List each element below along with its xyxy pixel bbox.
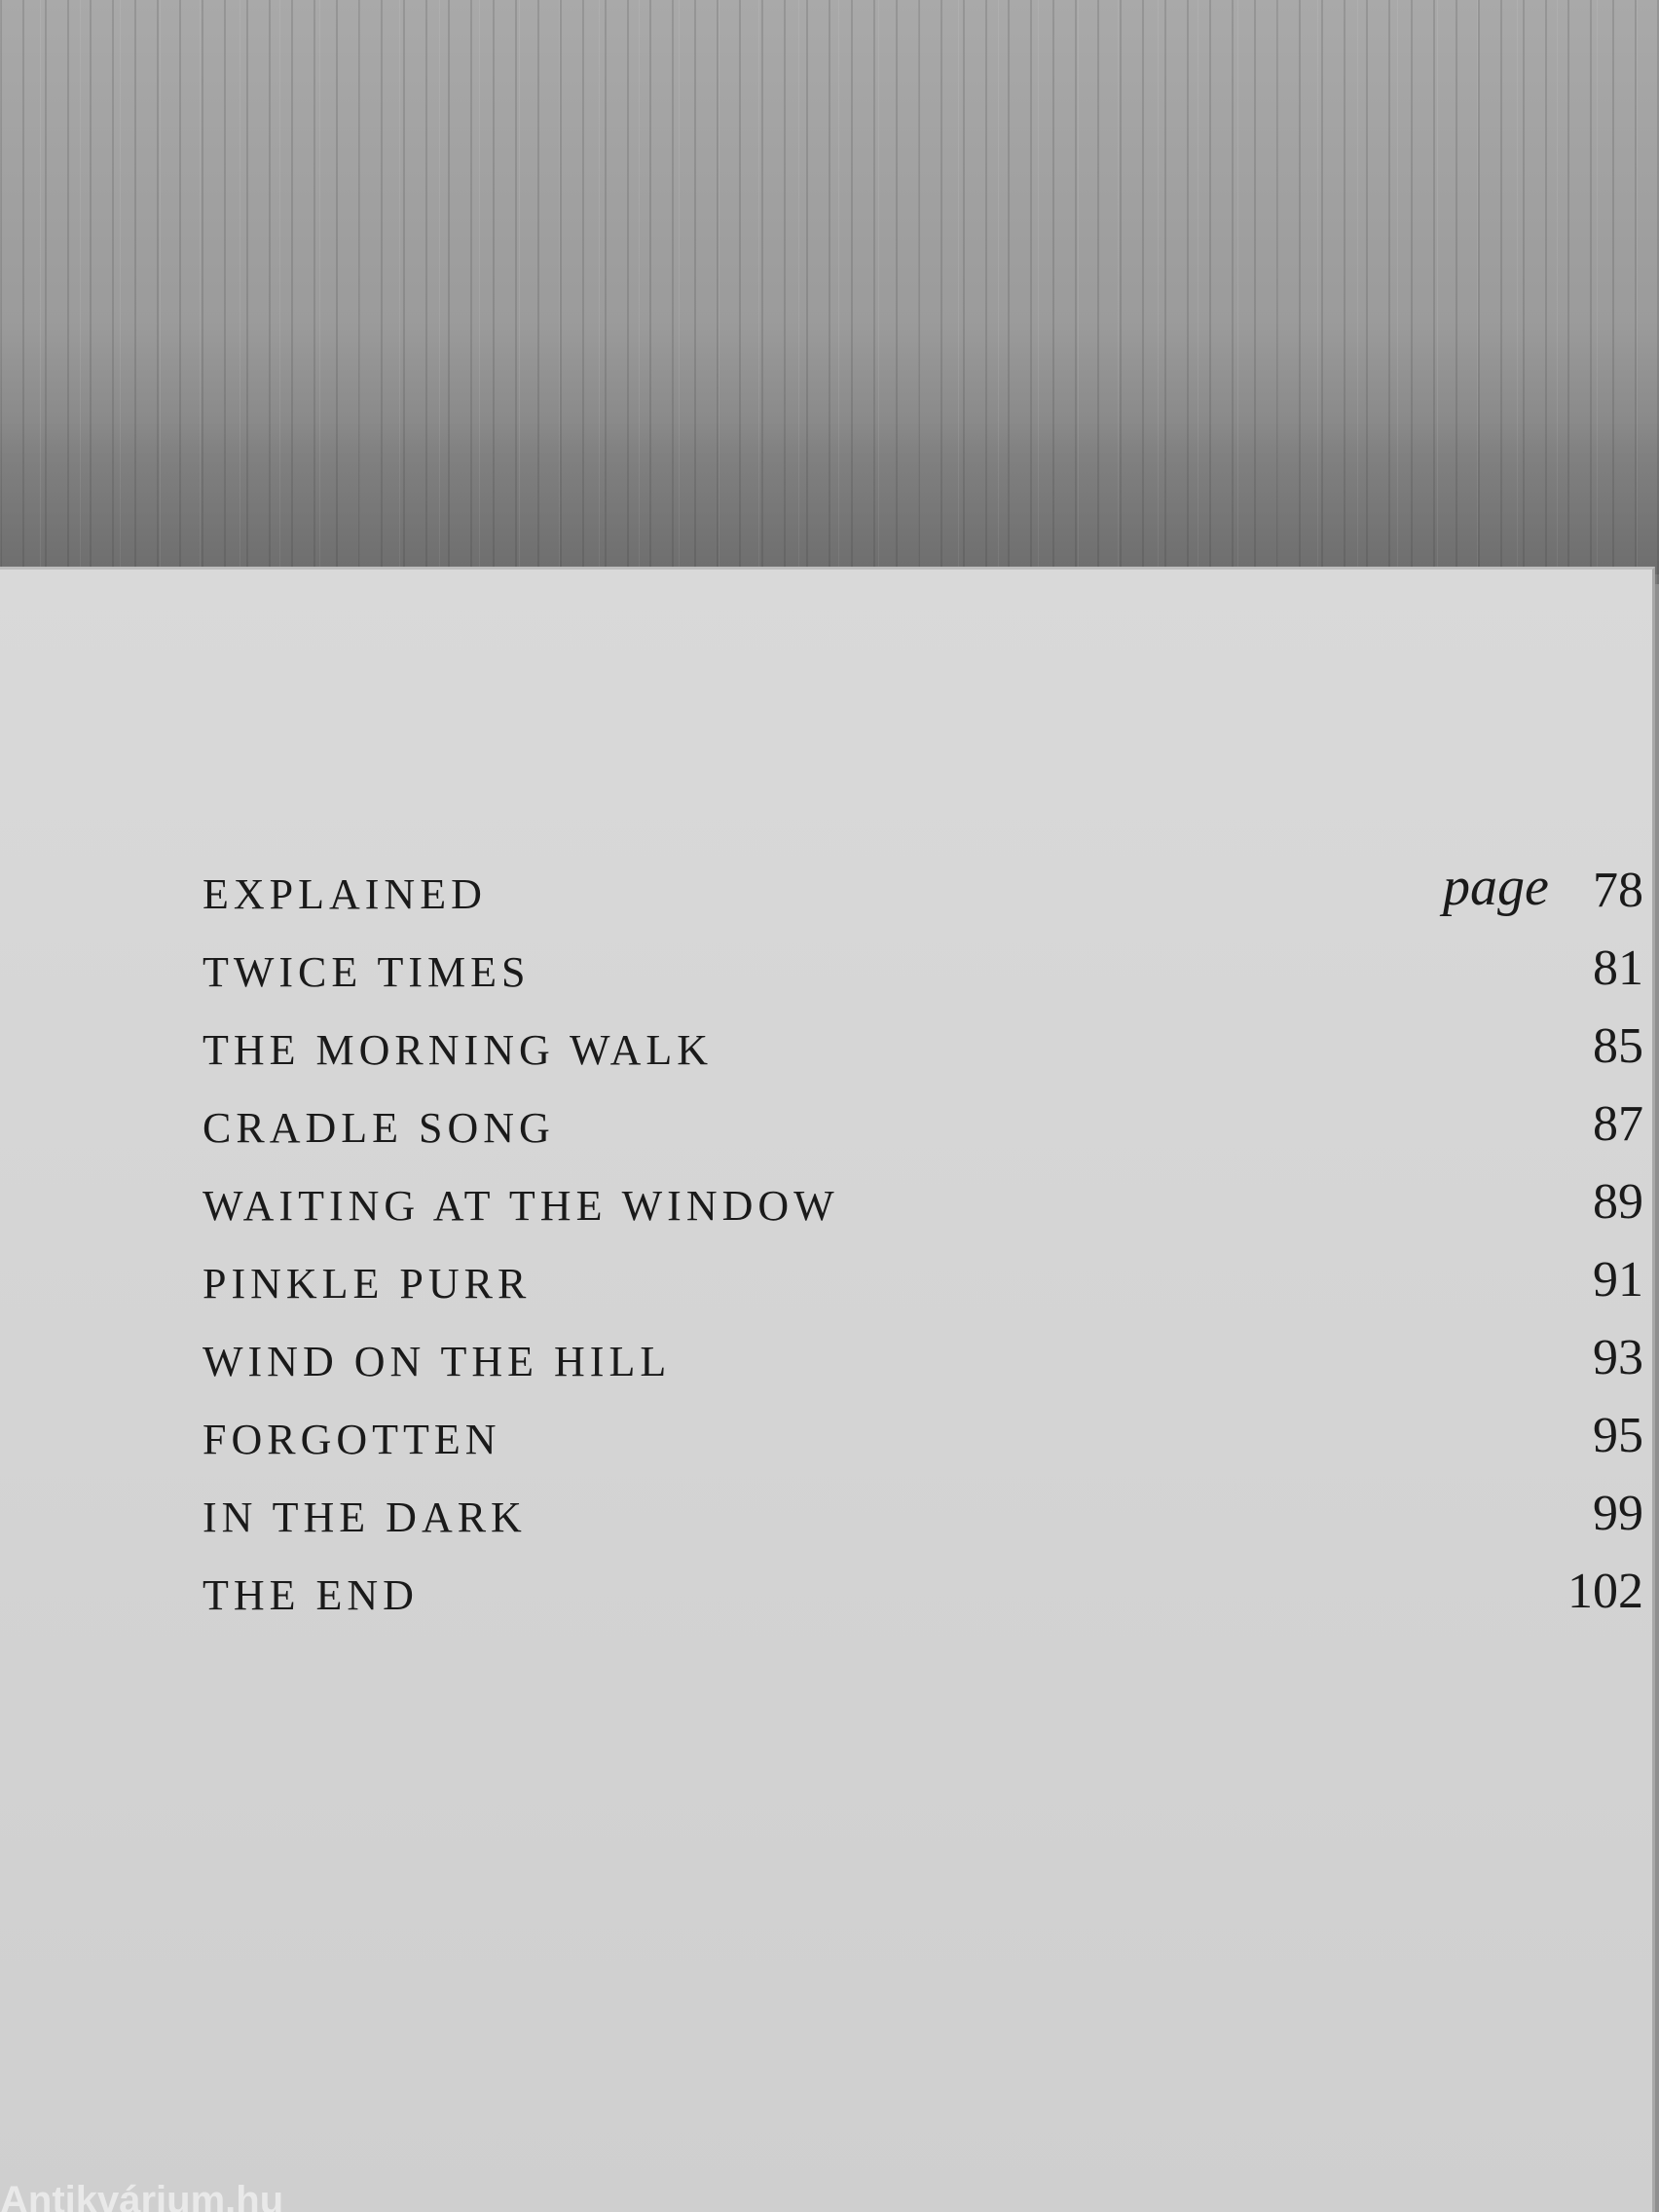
toc-entry-page: 99 — [1593, 1486, 1643, 1541]
page-label: page — [1443, 857, 1549, 917]
toc-row — [203, 1173, 1643, 1251]
toc-entry-page: 91 — [1593, 1252, 1643, 1308]
toc-entry-title: EXPLAINED — [203, 870, 487, 918]
toc-row — [203, 1095, 1643, 1173]
toc-entry-page: 102 — [1567, 1564, 1643, 1619]
toc-entry-title: FORGOTTEN — [203, 1416, 501, 1463]
toc-row — [203, 1563, 1643, 1641]
toc-entry-page: 78 — [1593, 863, 1643, 918]
toc-entry-title: WIND ON THE HILL — [203, 1338, 672, 1385]
book-page — [0, 567, 1655, 2212]
toc-row — [203, 940, 1643, 1017]
toc-row — [203, 1251, 1643, 1329]
toc-entry-title: CRADLE SONG — [203, 1104, 555, 1152]
toc-entry-page: 89 — [1593, 1174, 1643, 1230]
toc-entry-title: PINKLE PURR — [203, 1260, 532, 1308]
toc-row — [203, 1329, 1643, 1407]
background-shadow — [0, 419, 1659, 574]
toc-row — [203, 857, 1643, 940]
toc-row — [203, 1407, 1643, 1485]
toc-entry-page: 95 — [1593, 1408, 1643, 1463]
toc-entry-title: IN THE DARK — [203, 1493, 527, 1541]
toc-entry-page: 87 — [1593, 1096, 1643, 1152]
toc-entry-title: TWICE TIMES — [203, 948, 531, 996]
toc-entry-page: 81 — [1593, 940, 1643, 996]
table-of-contents — [203, 857, 1643, 1641]
toc-entry-page: 85 — [1593, 1018, 1643, 1074]
toc-entry-page: 93 — [1593, 1330, 1643, 1385]
toc-row — [203, 1485, 1643, 1563]
toc-entry-title: WAITING AT THE WINDOW — [203, 1182, 839, 1230]
toc-row — [203, 1017, 1643, 1095]
toc-entry-title: THE END — [203, 1571, 419, 1619]
watermark: Antikvárium.hu — [0, 2179, 284, 2212]
toc-entry-title: THE MORNING WALK — [203, 1026, 714, 1074]
